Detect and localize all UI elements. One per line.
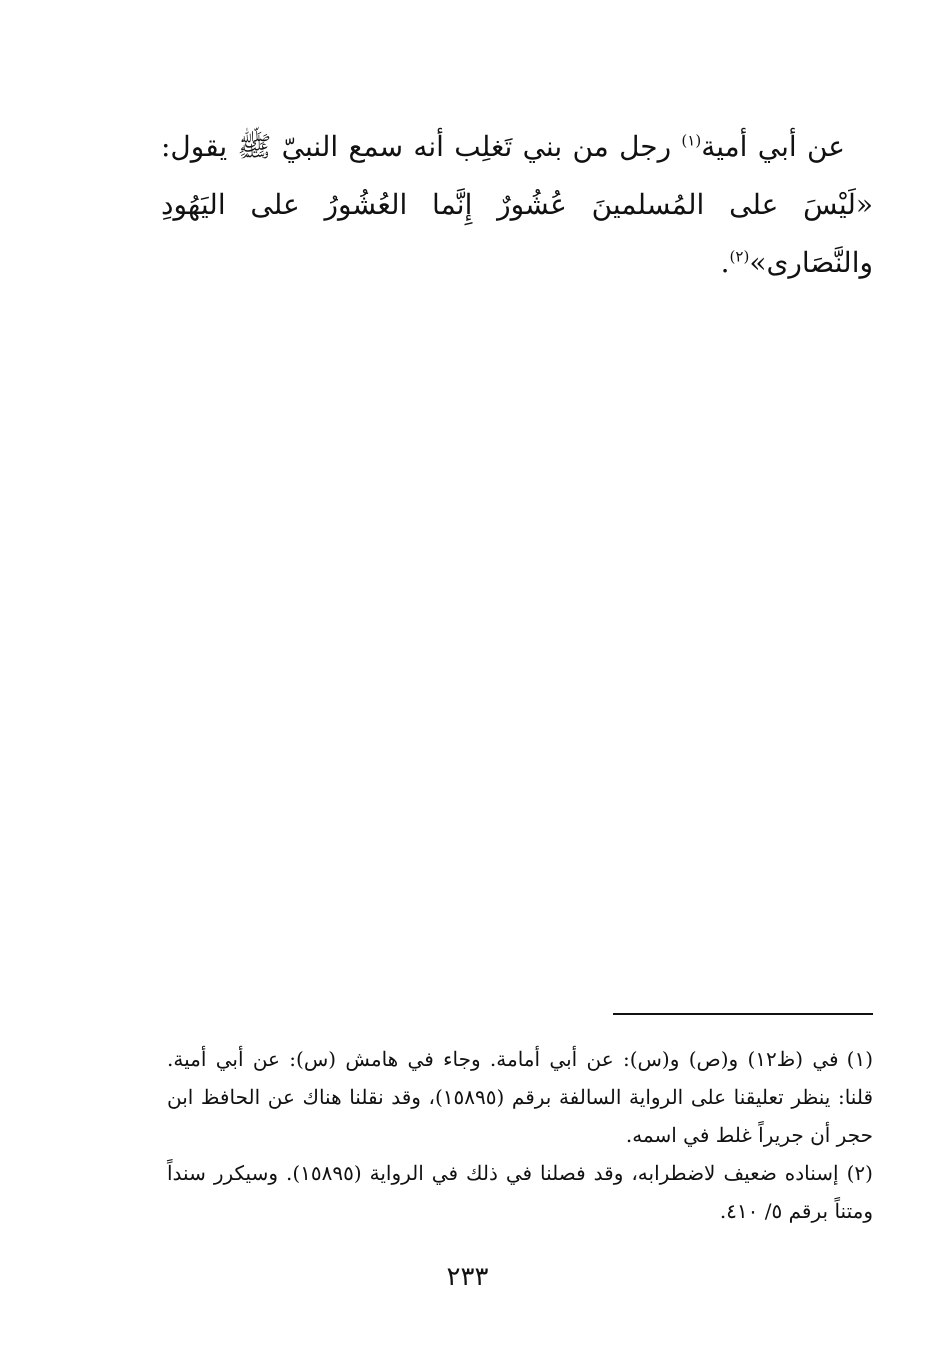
page-number: ٢٣٣ <box>446 1262 489 1292</box>
footnote-separator <box>613 1013 873 1015</box>
footnote-number: (٢) <box>846 1161 873 1185</box>
footnote-text: إسناده ضعيف لاضطرابه، وقد فصلنا في ذلك في الرواية (١٥٨٩٥). وسيكرر سنداً ومتناً برقم ٥/ ٤١٠. <box>167 1161 873 1223</box>
main-text <box>161 118 873 292</box>
footnote-reference-2: (٢) <box>729 247 750 266</box>
hadith-text: رجل من بني تَغلِب أنه سمع النبيّ ﷺ يقول: «لَيْسَ على المُسلمينَ عُشُورٌ إِنَّما العُشُورُ على اليَهُودِ والنَّصَارى» <box>161 130 873 279</box>
footnote-number: (١) <box>846 1047 873 1071</box>
narrator-text: عن أبي أمية <box>701 130 845 163</box>
footnotes <box>167 1040 873 1230</box>
footnote-2 <box>167 1154 873 1230</box>
hadith-paragraph <box>161 118 873 292</box>
footnote-1 <box>167 1040 873 1154</box>
footnote-text: في (ظ١٢) و(ص) و(س): عن أبي أمامة. وجاء في هامش (س): عن أبي أمية. قلنا: ينظر تعليقنا على الرواية السالفة برقم (١٥٨٩٥)، وقد نقلنا هناك عن الحافظ ابن حجر أن جريراً غلط في اسمه. <box>167 1047 874 1147</box>
footnote-reference-1: (١) <box>681 131 702 150</box>
end-period: . <box>720 246 730 279</box>
